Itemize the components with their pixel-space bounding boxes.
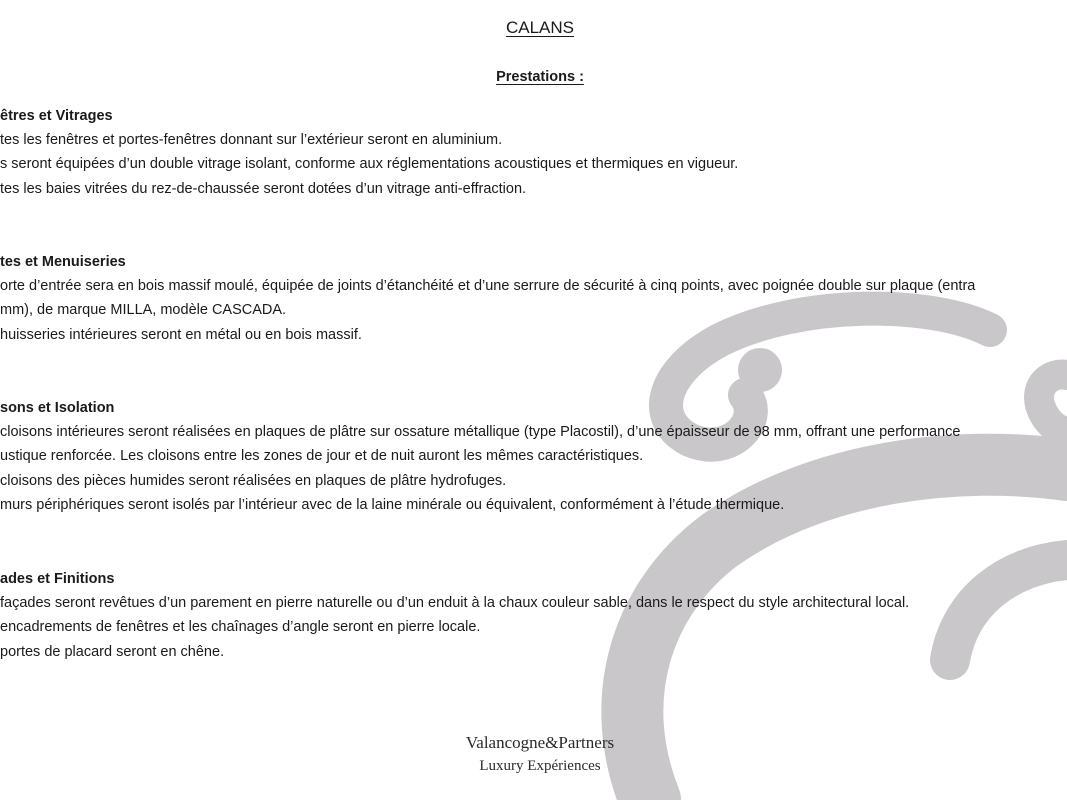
section-windows-glazing xyxy=(0,104,1067,201)
section-line: huisseries intérieures seront en métal ou en bois massif. xyxy=(0,326,362,343)
section-line: façades seront revêtues d’un parement en pierre naturelle ou d’un enduit à la chaux couleur sable, dans le respect du style architectural local. xyxy=(0,595,910,611)
section-facades-finishes xyxy=(0,567,1067,664)
footer-tagline: Luxury Expériences xyxy=(479,758,601,774)
section-heading: êtres et Vitrages xyxy=(0,108,113,124)
section-line: tes les fenêtres et portes-fenêtres donnant sur l’extérieur seront en aluminium. xyxy=(0,132,503,148)
document-subtitle: Prestations : xyxy=(496,69,584,85)
footer-brand: Valancogne&Partners xyxy=(465,733,615,752)
section-line: cloisons des pièces humides seront réalisées en plaques de plâtre hydrofuges. xyxy=(0,472,507,489)
section-line: tes les baies vitrées du rez-de-chaussée seront dotées d’un vitrage anti-effraction. xyxy=(0,180,527,197)
document-title: CALANS xyxy=(505,18,575,37)
section-line: orte d’entrée sera en bois massif moulé, équipée de joints d’étanchéité et d’une serrure de sécurité à cinq points, avec poignée double sur plaque (entra xyxy=(0,278,976,294)
section-heading: sons et Isolation xyxy=(0,400,115,416)
section-line: murs périphériques seront isolés par l’intérieur avec de la laine minérale ou équivalent, conformément à l’étude thermique. xyxy=(0,496,785,513)
section-doors-joinery xyxy=(0,250,1067,347)
section-line: cloisons intérieures seront réalisées en plaques de plâtre sur ossature métallique (type Placostil), d’une épaisseur de 98 mm, offrant une performance xyxy=(0,424,961,440)
section-line: portes de placard seront en chêne. xyxy=(0,643,225,660)
section-line: encadrements de fenêtres et les chaînages d’angle seront en pierre locale. xyxy=(0,619,481,636)
section-line: s seront équipées d’un double vitrage isolant, conforme aux réglementations acoustiques et thermiques en vigueur. xyxy=(0,156,739,173)
section-partitions-insulation xyxy=(0,396,1067,517)
section-line: mm), de marque MILLA, modèle CASCADA. xyxy=(0,302,287,319)
section-line: ustique renforcée. Les cloisons entre les zones de jour et de nuit auront les mêmes caractéristiques. xyxy=(0,448,644,465)
section-heading: ades et Finitions xyxy=(0,571,115,587)
section-heading: tes et Menuiseries xyxy=(0,254,126,270)
